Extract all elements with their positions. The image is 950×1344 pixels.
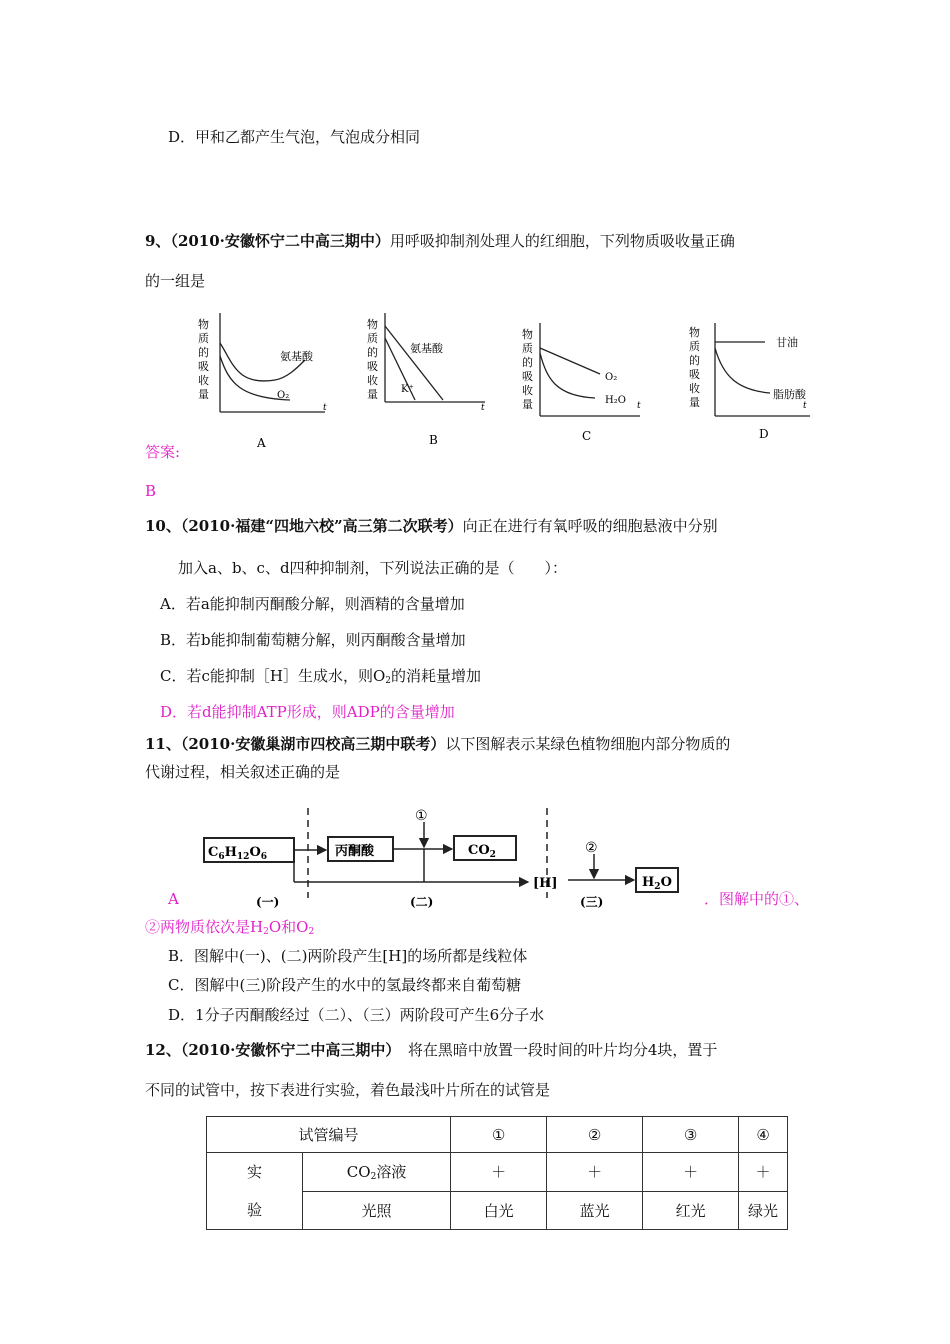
q9-answer: B	[145, 482, 157, 500]
q10-option-c-sub: 2	[385, 676, 391, 686]
table-co2-label-sub: 2	[370, 1172, 377, 1183]
table-light-value-1: 白光	[451, 1191, 547, 1230]
q11-option-a-tail: ．图解中的①、	[704, 890, 810, 908]
q11-option-d: D．1分子丙酮酸经过（二）、（三）两阶段可产生6分子水	[168, 1006, 545, 1024]
table-light-label: 光照	[303, 1191, 451, 1230]
graph-c-ylabel-2: 质	[522, 342, 533, 355]
q12-stem-line1	[145, 1040, 717, 1060]
table-light-value-3: 红光	[643, 1191, 739, 1230]
graph-d-curve-label-2: 脂肪酸	[773, 388, 806, 401]
q9-stem-line1	[145, 231, 735, 251]
graph-d-ylabel-6: 量	[689, 396, 700, 409]
q10-option-a: A．若a能抑制丙酮酸分解，则酒精的含量增加	[160, 595, 465, 613]
stage-3-label: (三)	[580, 895, 604, 909]
graph-a-ylabel-4: 吸	[198, 360, 209, 373]
q10-stem-line2: 加入a、b、c、d四种抑制剂，下列说法正确的是（ ）：	[178, 559, 568, 577]
graph-c-ylabel-1: 物	[522, 328, 533, 341]
graph-c-ylabel-4: 吸	[522, 370, 533, 383]
table-group-label	[207, 1153, 303, 1230]
graph-a-curve-label-2: O₂	[277, 390, 290, 401]
table-tube-4: ④	[739, 1117, 788, 1153]
q11-option-a-line2	[145, 917, 314, 942]
q11-metabolism-diagram	[196, 800, 704, 912]
q10-option-c-tail: 的消耗量增加	[391, 667, 482, 685]
q11-option-a-line2-text: ②两物质依次是H	[145, 918, 264, 936]
table-group-label-2: 验	[246, 1201, 262, 1219]
q12-stem-line2: 不同的试管中，按下表进行实验，着色最浅叶片所在的试管是	[145, 1081, 551, 1099]
graph-a-label: A	[257, 436, 266, 450]
graph-b-line-amino	[385, 326, 443, 400]
graph-a-ylabel-5: 收	[198, 374, 209, 387]
graph-d-label: D	[759, 427, 769, 441]
graph-d-ylabel-3: 的	[689, 354, 700, 367]
graph-d-ylabel-1: 物	[689, 326, 700, 339]
graph-a-ylabel-6: 量	[198, 388, 209, 401]
q10-source: （2010·福建“四地六校”高三第二次联考）	[180, 517, 463, 535]
q12-number: 12、	[145, 1041, 181, 1059]
graph-b-label: B	[429, 433, 438, 447]
q8-option-d: D．甲和乙都产生气泡，气泡成分相同	[168, 128, 421, 146]
q11-stem-line1	[145, 734, 730, 754]
q10-number: 10、	[145, 517, 181, 535]
graph-a-ylabel-3: 的	[198, 346, 209, 359]
graph-a-t-label: t	[323, 403, 327, 413]
q9-number: 9、	[145, 232, 171, 250]
graph-c-ylabel-5: 收	[522, 384, 533, 397]
graph-d-t-label: t	[803, 401, 807, 411]
graph-d-ylabel-4: 吸	[689, 368, 700, 381]
q11-option-a-sub2: 2	[308, 927, 315, 937]
graph-c-curve-label-1: O₂	[605, 372, 618, 383]
q11-stem: 以下图解表示某绿色植物细胞内部分物质的	[445, 735, 731, 753]
graph-c-label: C	[582, 429, 592, 443]
q9-graphs-figure	[185, 308, 820, 450]
h-label: [H]	[533, 876, 558, 891]
table-tube-1: ①	[451, 1117, 547, 1153]
table-tube-3: ③	[643, 1117, 739, 1153]
pyruvate-label: 丙酮酸	[335, 844, 375, 859]
q10-option-c-text: C．若c能抑制［H］生成水，则O	[160, 667, 386, 685]
table-co2-value-1: ＋	[451, 1153, 547, 1192]
graph-b-t-label: t	[481, 403, 485, 413]
table-co2-value-3: ＋	[643, 1153, 739, 1192]
graph-d-ylabel-2: 质	[689, 340, 700, 353]
graph-b-ylabel-5: 收	[367, 374, 378, 387]
graph-d	[689, 323, 810, 441]
table-co2-row	[207, 1153, 788, 1192]
graph-c-ylabel-3: 的	[522, 356, 533, 369]
glucose-label: $C_6H_{12}O_6$	[208, 845, 268, 862]
co2-label: $CO_2$	[468, 843, 496, 860]
table-header-row	[207, 1117, 788, 1153]
q12-stem: 将在黑暗中放置一段时间的叶片均分4块，置于	[392, 1041, 718, 1059]
table-co2-label-text: CO	[346, 1163, 371, 1182]
q11-option-a-sub1: 2	[263, 927, 269, 937]
q12-source: （2010·安徽怀宁二中高三期中）	[180, 1041, 393, 1059]
graph-a-curve-label-1: 氨基酸	[280, 350, 313, 363]
q11-source: （2010·安徽巢湖市四校高三期中联考）	[180, 735, 446, 753]
graph-c-t-label: t	[637, 401, 641, 411]
table-co2-label-tail: 溶液	[376, 1163, 407, 1182]
table-light-value-4: 绿光	[739, 1191, 788, 1230]
q10-stem-line1	[145, 516, 718, 536]
marker-1: ①	[415, 808, 428, 824]
graph-d-curve-label-1: 甘油	[776, 336, 798, 349]
graph-b-ylabel-2: 质	[367, 332, 378, 345]
q11-option-c: C．图解中(三)阶段产生的水中的氢最终都来自葡萄糖	[168, 976, 522, 994]
graph-d-curve-fatty	[715, 348, 770, 393]
stage-2-label: (二)	[410, 895, 434, 909]
graph-c	[522, 323, 641, 443]
graph-a	[198, 313, 327, 450]
graph-b	[367, 313, 485, 447]
q12-experiment-table	[206, 1116, 788, 1230]
graph-b-ylabel-4: 吸	[367, 360, 378, 373]
graph-c-ylabel-6: 量	[522, 398, 533, 411]
table-group-label-1: 实	[246, 1163, 262, 1181]
graph-a-ylabel-1: 物	[198, 318, 209, 331]
q9-answer-label: 答案:	[145, 443, 181, 461]
q10-option-c	[160, 666, 481, 691]
table-light-value-2: 蓝光	[547, 1191, 643, 1230]
q11-number: 11、	[145, 735, 181, 753]
graph-b-curve-label-1: 氨基酸	[410, 342, 443, 355]
graph-d-ylabel-5: 收	[689, 382, 700, 395]
q10-option-d: D．若d能抑制ATP形成，则ADP的含量增加	[160, 703, 455, 721]
graph-b-ylabel-6: 量	[367, 388, 378, 401]
q9-stem-line2: 的一组是	[145, 272, 206, 290]
q9-source: （2010·安徽怀宁二中高三期中）	[170, 232, 390, 250]
water-label: $H_2O$	[642, 875, 672, 892]
graph-c-curve-label-2: H₂O	[605, 395, 626, 406]
table-co2-label	[303, 1153, 451, 1192]
graph-c-line-o2	[540, 348, 600, 374]
marker-2: ②	[585, 840, 598, 856]
q11-stem-line2: 代谢过程，相关叙述正确的是	[145, 763, 341, 781]
q11-option-a-letter: A	[168, 890, 179, 908]
q11-option-a-line2-mid: O和O	[268, 918, 309, 936]
table-header-label: 试管编号	[207, 1117, 451, 1153]
table-co2-value-4: ＋	[739, 1153, 788, 1192]
q10-option-b: B．若b能抑制葡萄糖分解，则丙酮酸含量增加	[160, 631, 466, 649]
graph-b-ylabel-1: 物	[367, 318, 378, 331]
q9-stem: 用呼吸抑制剂处理人的红细胞，下列物质吸收量正确	[389, 232, 735, 250]
table-co2-value-2: ＋	[547, 1153, 643, 1192]
table-tube-2: ②	[547, 1117, 643, 1153]
q10-stem: 向正在进行有氧呼吸的细胞悬液中分别	[462, 517, 718, 535]
stage-1-label: (一)	[256, 895, 280, 909]
q11-option-b: B．图解中(一)、(二)两阶段产生[H]的场所都是线粒体	[168, 947, 528, 965]
graph-b-ylabel-3: 的	[367, 346, 378, 359]
graph-b-curve-label-2: K⁺	[401, 384, 414, 395]
graph-a-ylabel-2: 质	[198, 332, 209, 345]
